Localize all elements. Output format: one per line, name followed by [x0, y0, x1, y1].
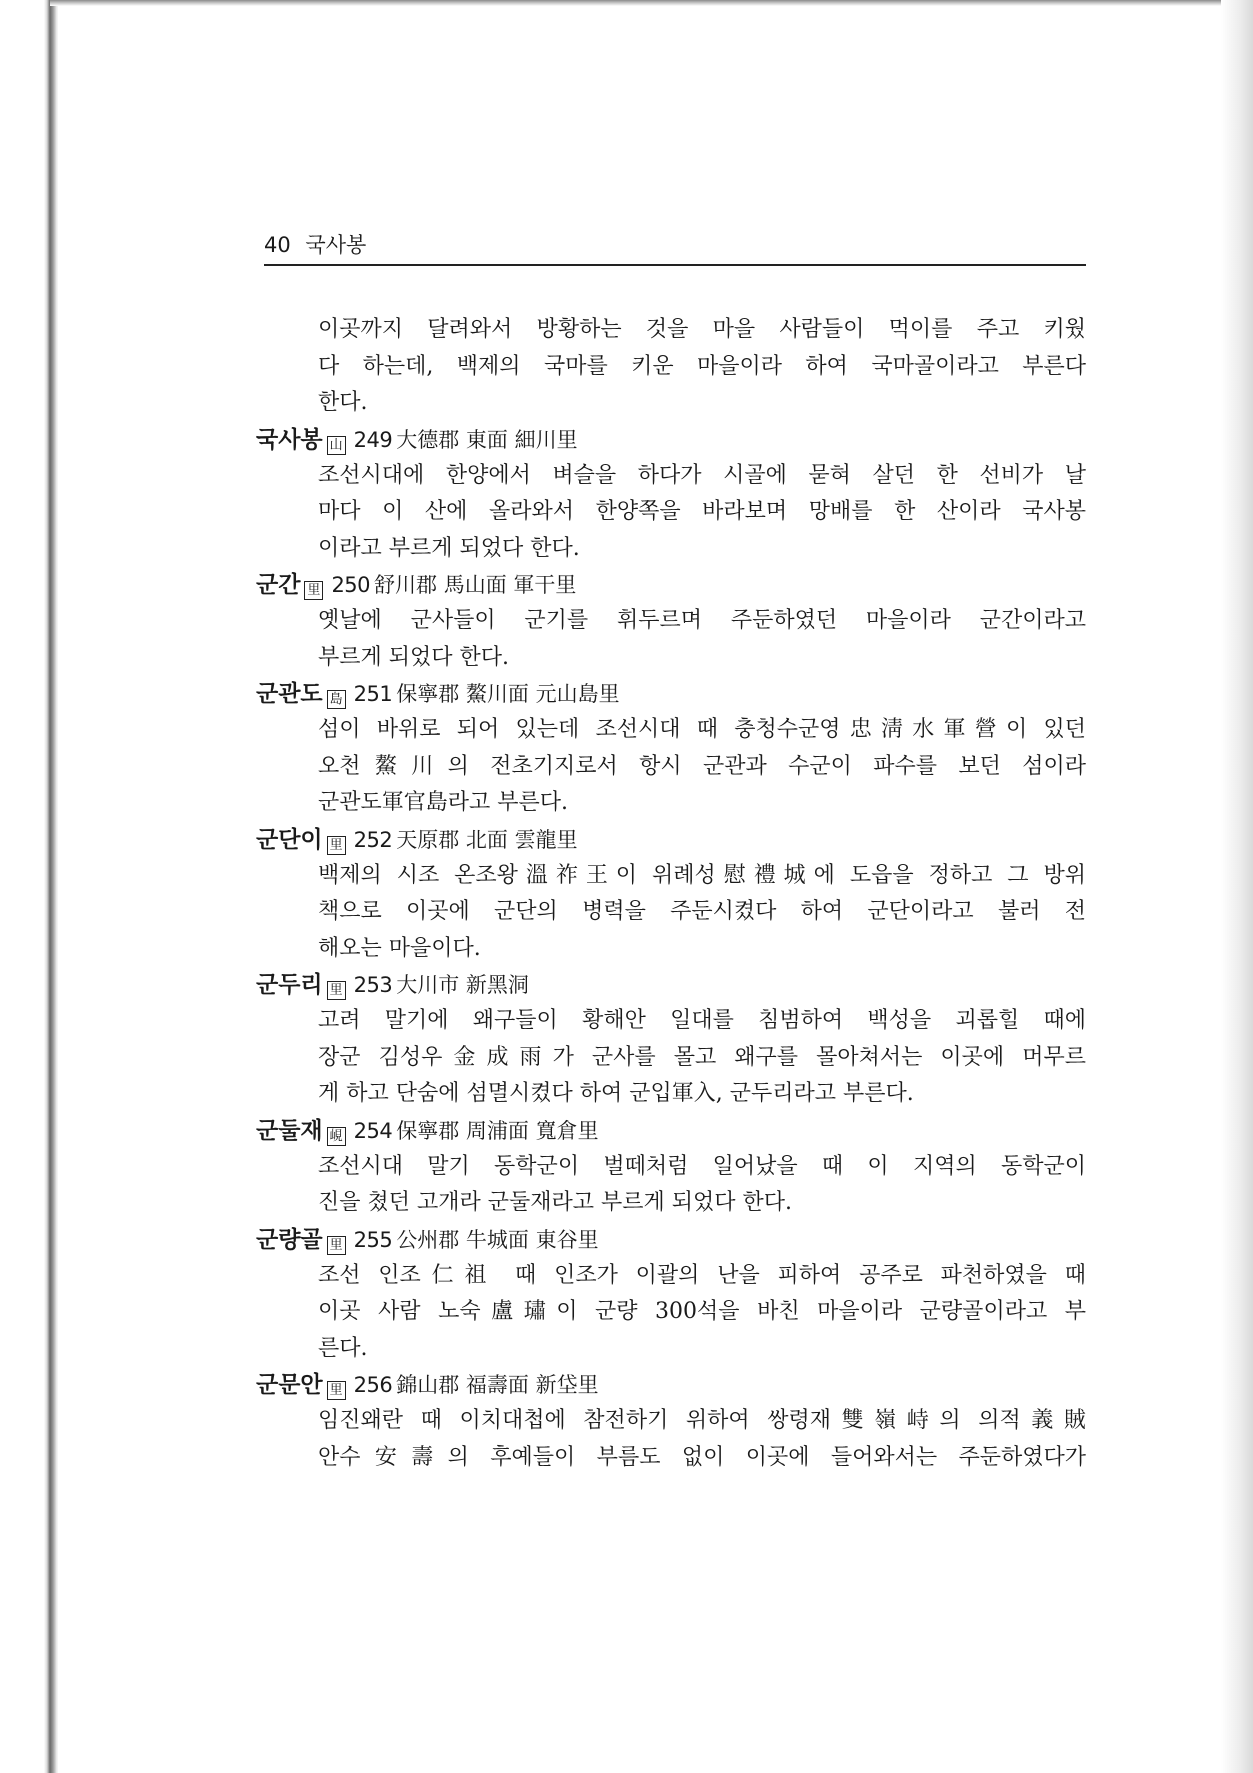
entry-description — [318, 603, 1086, 676]
entry — [256, 967, 1086, 1113]
text-line: 이곳 사람 노숙盧璛이 군량 300석을 바친 마을이라 군량골이라고 부 — [318, 1299, 1086, 1324]
category-mark: 里 — [327, 1236, 346, 1255]
category-mark: 里 — [327, 1381, 346, 1400]
entry-number: 253 — [353, 973, 393, 997]
text-line: 장군 김성우金成雨가 군사를 몰고 왜구를 몰아쳐서는 이곳에 머무르 — [318, 1044, 1086, 1070]
book-spine-shadow — [0, 0, 58, 1773]
text-line: 마다 이 산에 올라와서 한양쪽을 바라보며 망배를 한 산이라 국사봉 — [318, 499, 1086, 524]
entry-name: 군량골 — [256, 1226, 323, 1253]
page-number: 40 — [264, 233, 291, 257]
entry-location: 舒川郡 馬山面 軍干里 — [374, 573, 577, 597]
text-line: 군관도軍官島라고 부른다. — [318, 790, 569, 815]
text-line: 오천鰲川의 전초기지로서 항시 군관과 수군이 파수를 보던 섬이라 — [318, 753, 1086, 779]
entry — [256, 1222, 1086, 1368]
text-line: 고려 말기에 왜구들이 황해안 일대를 침범하여 백성을 괴롭힐 때에 — [318, 1008, 1086, 1033]
entry-number: 251 — [353, 682, 393, 706]
page-body — [256, 312, 1086, 1476]
category-mark: 里 — [327, 981, 346, 1000]
entry-location: 天原郡 北面 雲龍里 — [396, 827, 578, 852]
text-line: 조선시대에 한양에서 벼슬을 하다가 시골에 묻혀 살던 한 선비가 날 — [318, 462, 1086, 488]
entry — [256, 1367, 1086, 1476]
entry-location: 保寧郡 鰲川面 元山島里 — [396, 682, 620, 706]
entry-number: 249 — [353, 427, 393, 452]
entry-number: 255 — [353, 1227, 393, 1252]
category-mark: 山 — [327, 436, 346, 455]
text-line: 이라고 부르게 되었다 한다. — [318, 535, 580, 561]
entry-location: 保寧郡 周浦面 寬倉里 — [396, 1118, 599, 1143]
entry-heading — [256, 1222, 1086, 1258]
entry-heading — [256, 676, 1086, 712]
text-line: 조선시대 말기 동학군이 벌떼처럼 일어났을 때 이 지역의 동학군이 — [318, 1153, 1086, 1179]
text-line: 해오는 마을이다. — [318, 935, 481, 961]
entry-list — [256, 422, 1086, 1477]
text-line: 임진왜란 때 이치대첩에 참전하기 위하여 쌍령재雙嶺峙의 의적義賊 — [318, 1408, 1086, 1433]
text-line: 다 하는데, 백제의 국마를 키운 마을이라 하여 국마골이라고 부른다 — [318, 353, 1086, 379]
category-mark: 峴 — [327, 1127, 346, 1146]
entry-description — [318, 458, 1086, 568]
text-line: 른다. — [318, 1335, 368, 1361]
entry-description — [318, 1149, 1086, 1222]
entry-location: 錦山郡 福壽面 新垈里 — [396, 1373, 599, 1397]
page-top-edge — [50, 0, 1253, 6]
entry-description — [318, 1003, 1086, 1113]
text-line: 게 하고 단숨에 섬멸시켰다 하여 군입軍入, 군두리라고 부른다. — [318, 1081, 914, 1106]
entry-heading — [256, 567, 1086, 603]
entry-number: 252 — [353, 827, 393, 852]
entry-number: 256 — [353, 1373, 393, 1397]
entry — [256, 422, 1086, 568]
category-mark: 里 — [304, 581, 323, 600]
running-header — [264, 232, 1086, 266]
entry-heading — [256, 967, 1086, 1003]
entry-name: 군단이 — [256, 826, 323, 853]
text-line: 한다. — [318, 390, 368, 415]
entry-name: 군관도 — [256, 681, 323, 707]
entry-location: 公州郡 牛城面 東谷里 — [396, 1227, 599, 1252]
page-right-edge — [1221, 0, 1253, 1773]
entry-number: 254 — [353, 1118, 393, 1143]
text-line: 이곳까지 달려와서 방황하는 것을 마을 사람들이 먹이를 주고 키웠 — [318, 317, 1086, 342]
text-line: 조선 인조仁祖 때 인조가 이괄의 난을 피하여 공주로 파천하였을 때 — [318, 1262, 1086, 1288]
category-mark: 島 — [327, 690, 346, 709]
entry-name: 군문안 — [256, 1372, 323, 1398]
running-title: 국사봉 — [305, 233, 367, 257]
text-line: 부르게 되었다 한다. — [318, 644, 509, 670]
entry-heading — [256, 822, 1086, 858]
entry — [256, 1113, 1086, 1222]
entry-name: 군간 — [256, 572, 301, 598]
text-line: 진을 쳤던 고개라 군둘재라고 부르게 되었다 한다. — [318, 1190, 792, 1215]
entry-number: 250 — [331, 573, 371, 597]
entry-description — [318, 712, 1086, 822]
entry-description — [318, 1258, 1086, 1368]
text-line: 옛날에 군사들이 군기를 휘두르며 주둔하였던 마을이라 군간이라고 — [318, 608, 1086, 633]
text-line: 안수安壽의 후예들이 부름도 없이 이곳에 들어와서는 주둔하였다가 — [318, 1444, 1086, 1470]
category-mark: 里 — [327, 836, 346, 855]
entry — [256, 676, 1086, 822]
text-line: 섬이 바위로 되어 있는데 조선시대 때 충청수군영忠淸水軍營이 있던 — [318, 717, 1086, 742]
entry — [256, 567, 1086, 676]
entry-description — [318, 858, 1086, 968]
entry — [256, 822, 1086, 968]
text-line: 백제의 시조 온조왕溫祚王이 위례성慰禮城에 도읍을 정하고 그 방위 — [318, 862, 1086, 888]
entry-location: 大德郡 東面 細川里 — [396, 427, 578, 452]
entry-location: 大川市 新黑洞 — [396, 973, 529, 997]
entry-heading — [256, 422, 1086, 458]
entry-name: 군둘재 — [256, 1117, 323, 1144]
entry-heading — [256, 1113, 1086, 1149]
text-line: 책으로 이곳에 군단의 병력을 주둔시켰다 하여 군단이라고 불러 전 — [318, 899, 1086, 924]
entry-name: 군두리 — [256, 972, 323, 998]
intro-paragraph — [318, 312, 1086, 422]
entry-heading — [256, 1367, 1086, 1403]
entry-description — [318, 1403, 1086, 1476]
entry-name: 국사봉 — [256, 426, 323, 453]
